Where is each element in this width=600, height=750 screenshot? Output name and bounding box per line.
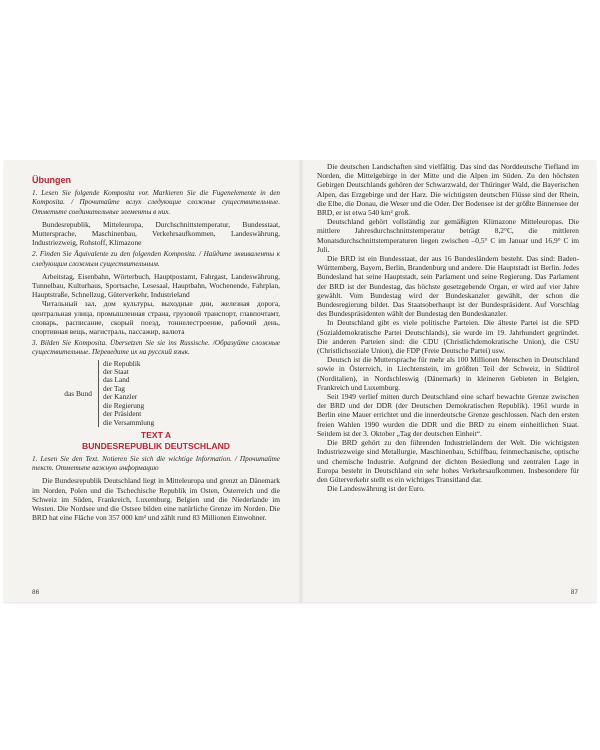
text-paragraph-state: Die BRD ist ein Bundesstaat, der aus 16 Bundesländern besteht. Das sind: Baden-Württemberg, Bayern, Berlin, Brandenburg und andere. Die Hauptstadt ist Berlin. Jedes Bundesland hat seine Hauptstadt, sein Parlament und seine Regierung. Das Parlament der BRD ist der Bundestag, das höchste gesetzgebende Organ, er wird auf vier Jahre gewählt. Vom Bundestag wird der Bundeskanzler gewählt, der schon die Bundesregierung bildet. Das Staatsoberhaupt ist der Bundespräsident. Auf Vorschlag des Bundespräsidenten wählt der Bundestag den Bundeskanzler. [317,254,579,319]
compound-item: der Tag [103,383,125,393]
text-paragraph-climate: Deutschland gehört vollständig zur gemäßigten Klimazone Mitteleuropas. Die mittlere Jahresdurchschnittstemperatur beträgt 8,2°C, die mittleren Monatsdurchschnittstemperaturen liegen zwischen –0,5° C im Januar und 16,9° C im Juli. [317,217,579,254]
task-2-russian-list: Читальный зал, дом культуры, выходные дни, железная дорога, центральная улица, промышленная страна, грузовой транспорт, главпочтамт, словарь, расписание, скорый поезд, тоннелестроение, рабочий день, спортивная вещь, магистраль, пассажир, валюта [32,299,280,337]
text-a-title: TEXT A [140,429,172,440]
compound-item: das Land [103,375,130,385]
text-paragraph-language: Deutsch ist die Muttersprache für mehr als 100 Millionen Menschen in Deutschland sowie in Österreich, in Liechtenstein, im größten Teil der Schweiz, in Südtirol (Norditalien), in Nordschleswig (Dänemark) in kleineren Gebieten in Belgien, Frankreich und Luxemburg. [317,355,579,392]
compound-item: die Regierung [103,400,145,410]
compound-item: der Kanzler [103,392,138,402]
compound-item: der Staat [103,367,129,377]
page-number-left: 86 [32,589,40,596]
text-paragraph-landscapes: Die deutschen Landschaften sind vielfältig. Das sind das Norddeutsche Tiefland im Norden, die Mittelgebirge in der Mitte und die Alpen im Süden. Zu den höchsten Gebirgen Deutschlands gehören der Schwarzwald, der Thüringer Wald, die Bayerischen Alpen, das Erzgebirge und der Harz. Die wichtigsten deutschen Flüsse sind der Rhein, die Elbe, die Donau, die Weser und die Oder. Der Bodensee ist der größte Binnensee der BRD, er ist etwa 540 km² groß. [317,162,579,218]
task-3-instruction: 3. Bilden Sie Komposita. Übersetzen Sie sie ins Russische. /Образуйте сложные существительные. Переведите их на русский язык. [32,339,280,357]
compound-base-word: das Bund [64,388,92,398]
task-2-instruction: 2. Finden Sie Äquivalente zu den folgenden Komposita. / Найдите эквиваленты к следующим сложным существительным. [32,250,280,268]
text-paragraph-industry: Die BRD gehört zu den führenden Industrieländern der Welt. Die wichtigsten Industriezweige sind Metallurgie, Maschinenbau, Schiffbau, feinmechanische, optische und chemische Industrie. Aufgrund der dichten Besiedlung und zentralen Lage in Europa besteht in Deutschland ein sehr hohes Verkehrsaufkommen. Insbesondere für den Güterverkehr stellt es ein wichtiges Transitland dar. [317,438,579,484]
text-a-subtitle: BUNDESREPUBLIK DEUTSCHLAND [81,440,230,451]
task-1-instruction: 1. Lesen Sie folgende Komposita vor. Markieren Sie die Fugenelemente in den Komposita. / Прочитайте вслух следующие сложные существительные. Отметьте соединительные элементы в них. [32,189,280,216]
right-page [302,160,596,602]
book-spread [4,160,596,602]
text-paragraph-history: Seit 1949 verlief mitten durch Deutschland eine scharf bewachte Grenze zwischen der BRD und der DDR (der Deutschen Demokratischen Republik). 1961 wurde in Berlin eine Mauer errichtet und die innerdeutsche Grenze geschlossen. Nach den ersten freien Wahlen 1990 wurden die DDR und die BRD zu einem einheitlichen Staat. Seitdem ist der 3. Oktober „Tag der deutschen Einheit“. [317,392,579,438]
compound-builder [32,360,280,427]
text-paragraph-1: Die Bundesrepublik Deutschland liegt in Mitteleuropa und grenzt an Dänemark im Norden, Polen und die Tschechische Republik im Osten, Österreich und die Schweiz im Süden, Frankreich, Luxemburg, Belgien und die Niederlande im Westen. Die Nordsee und die Ostsee bilden eine natürliche Grenze im Norden. Die BRD hat eine Fläche von 357 000 km² und zählt rund 83 Millionen Einwohner. [32,476,280,523]
left-page [4,160,300,602]
task-1-word-list: Bundesrepublik, Mitteleuropa, Durchschnittstemperatur, Bundesstaat, Muttersprache, Maschinenbau, Verkehrsaufkommen, Landeswährung, Industriezweig, Rohstoff, Klimazone [32,219,280,248]
compound-item: die Republik [103,358,141,368]
text-paragraph-parties: In Deutschland gibt es viele politische Parteien. Die älteste Partei ist die SPD (Sozialdemokratische Partei Deutschlands), sie wurde im 19. Jahrhundert gegründet. Die anderen Parteien sind: die CDU (Christlichdemokratische Union), die CSU (Christlichsoziale Union), die FDP (Freie Deutsche Partei) usw. [317,318,579,356]
text-task-instruction: 1. Lesen Sie den Text. Notieren Sie sich die wichtige Information. / Прочитайте текст. Отметьте важную информацию [32,454,280,473]
page-number-right: 87 [570,589,578,596]
text-paragraph-currency: Die Landeswährung ist der Euro. [327,484,425,494]
left-column [32,176,280,522]
compound-item: die Versammlung [103,417,155,427]
compound-item: der Präsident [103,409,142,419]
task-2-german-list: Arbeitstag, Eisenbahn, Wörterbuch, Hauptpostamt, Fahrgast, Landeswährung, Tunnelbau, Kulturhaus, Sportsache, Lesesaal, Hauptbahn, Wochenende, Fahrplan, Hauptstraße, Schnellzug, Güterverkehr, Industrieland [32,271,280,300]
compound-word-list [98,360,154,427]
right-column [317,162,579,493]
exercises-heading: Übungen [32,175,71,185]
